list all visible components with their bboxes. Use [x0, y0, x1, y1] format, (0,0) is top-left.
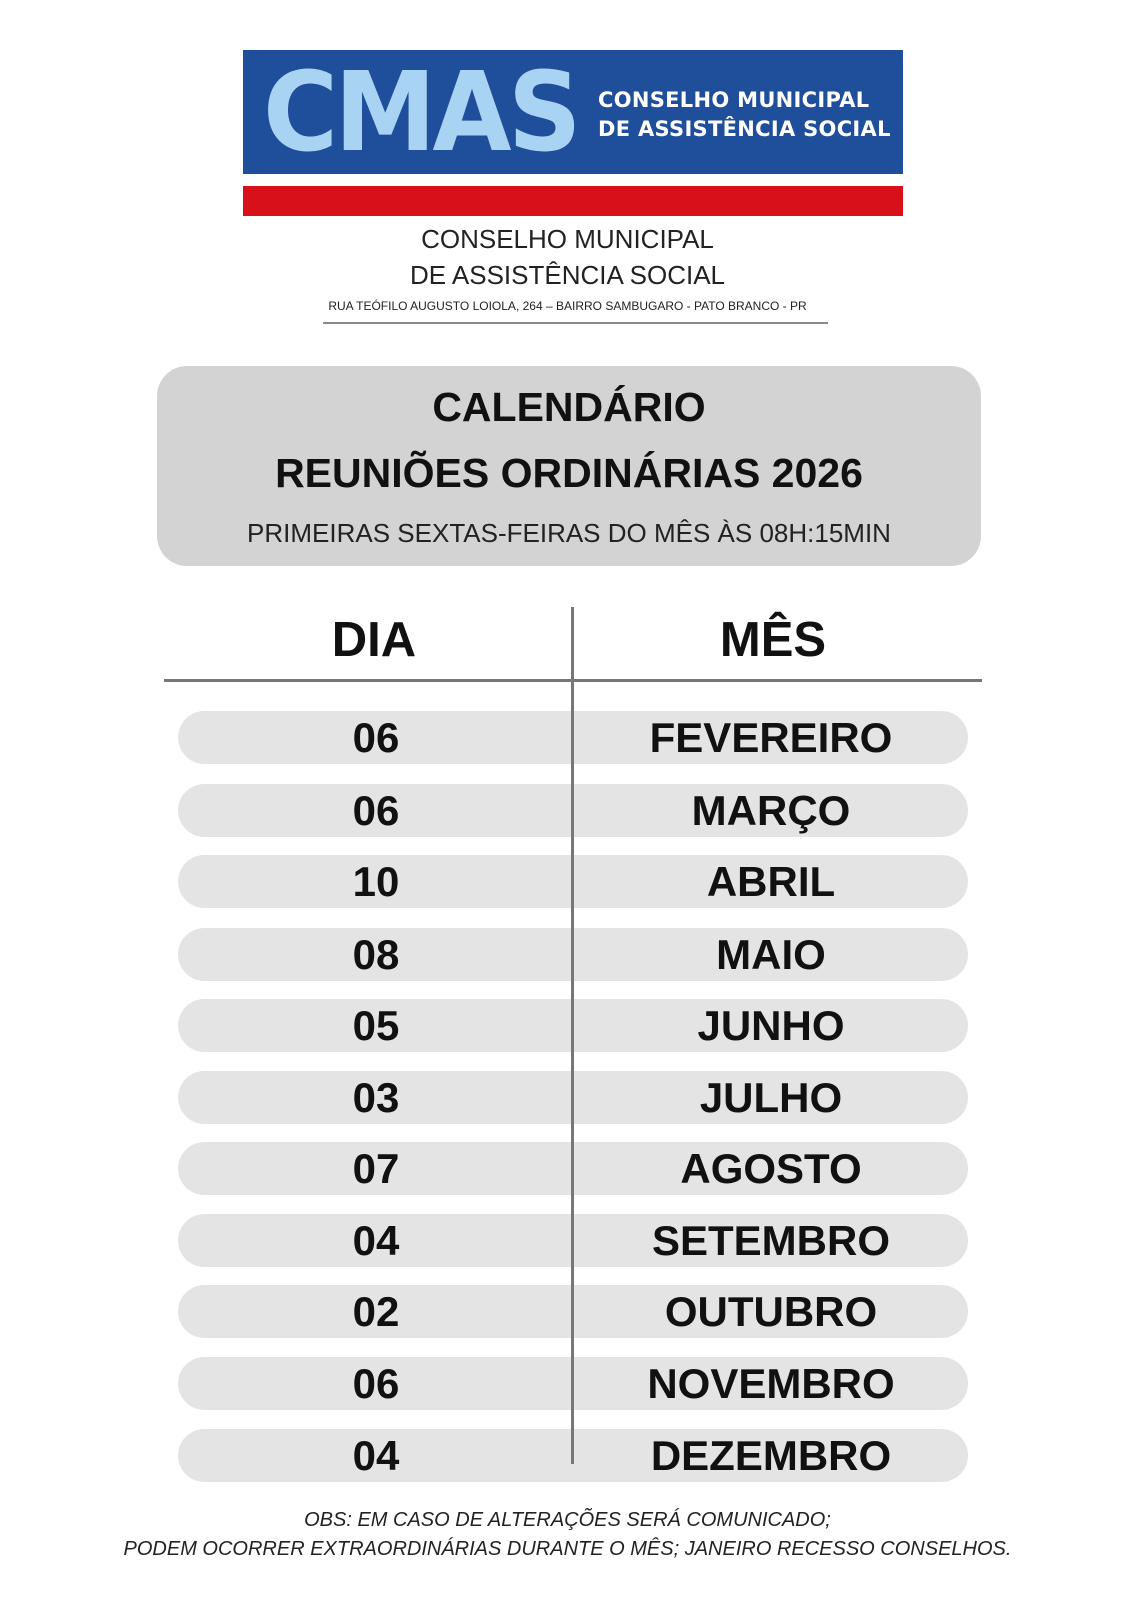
row-day: 10: [352, 858, 400, 905]
row-month: JULHO: [699, 1074, 843, 1121]
row-day: 07: [352, 1145, 400, 1192]
row-day: 05: [352, 1002, 400, 1049]
logo-subtitle-line2: DE ASSISTÊNCIA SOCIAL: [598, 117, 891, 141]
row-month: DEZEMBRO: [650, 1432, 892, 1479]
logo-subtitle-line1: CONSELHO MUNICIPAL: [598, 88, 870, 112]
row-month: JUNHO: [697, 1002, 845, 1049]
row-month: OUTUBRO: [664, 1288, 878, 1335]
row-month: AGOSTO: [680, 1145, 862, 1192]
row-month: MAIO: [716, 931, 826, 978]
logo-acronym: CMAS: [263, 48, 578, 176]
row-month: MARÇO: [691, 787, 851, 834]
row-day: 02: [352, 1288, 400, 1335]
row-month: ABRIL: [706, 858, 836, 905]
row-month: FEVEREIRO: [649, 714, 893, 761]
row-month: NOVEMBRO: [647, 1360, 895, 1407]
footer-note-line2: PODEM OCORRER EXTRAORDINÁRIAS DURANTE O MÊS; JANEIRO RECESSO CONSELHOS.: [123, 1538, 1012, 1560]
schedule-note: PRIMEIRAS SEXTAS-FEIRAS DO MÊS ÀS 08H:15MIN: [247, 518, 891, 548]
row-day: 06: [352, 1360, 400, 1407]
column-divider: [571, 607, 574, 1464]
row-day: 04: [352, 1217, 400, 1264]
column-header-mes: MÊS: [719, 613, 827, 667]
organization-name-line1: CONSELHO MUNICIPAL: [421, 224, 714, 254]
row-day: 06: [352, 787, 400, 834]
column-header-dia: DIA: [331, 613, 417, 667]
row-day: 04: [352, 1432, 400, 1479]
row-day: 06: [352, 714, 400, 761]
page-title: CALENDÁRIO: [432, 384, 706, 430]
organization-address: RUA TEÓFILO AUGUSTO LOIOLA, 264 – BAIRRO SAMBUGARO - PATO BRANCO - PR: [328, 299, 807, 313]
page-subtitle-title: REUNIÕES ORDINÁRIAS 2026: [275, 450, 863, 496]
organization-name-line2: DE ASSISTÊNCIA SOCIAL: [410, 260, 725, 290]
row-month: SETEMBRO: [651, 1217, 890, 1264]
footer-note-line1: OBS: EM CASO DE ALTERAÇÕES SERÁ COMUNICADO;: [304, 1509, 831, 1531]
row-day: 03: [352, 1074, 400, 1121]
row-day: 08: [352, 931, 400, 978]
